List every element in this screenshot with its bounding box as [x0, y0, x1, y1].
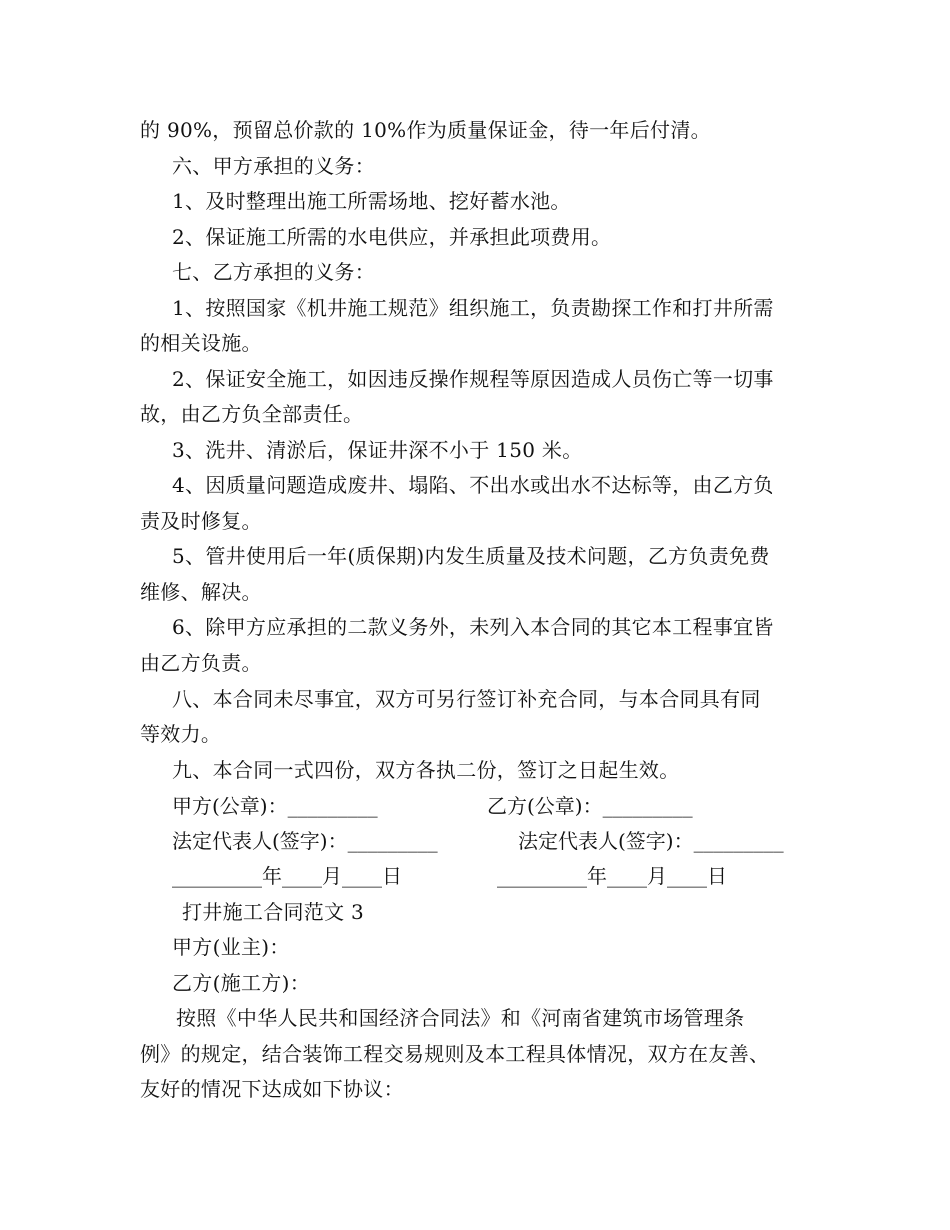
section-heading-8: 八、本合同未尽事宜，双方可另行签订补充合同，与本合同具有同 — [172, 687, 761, 711]
clause-line: 2、保证安全施工，如因违反操作规程等原因造成人员伤亡等一切事 — [172, 367, 774, 391]
clause-line: 3、洗井、清淤后，保证井深不小于 150 米。 — [172, 438, 583, 462]
clause-line: 6、除甲方应承担的二款义务外，未列入本合同的其它本工程事宜皆 — [172, 615, 774, 639]
party-a-seal-field: 甲方(公章)：_________ — [172, 794, 378, 818]
paragraph-line: 的 90%，预留总价款的 10%作为质量保证金，待一年后付清。 — [140, 118, 711, 142]
clause-line: 1、按照国家《机井施工规范》组织施工，负责勘探工作和打井所需 — [172, 296, 774, 320]
section-heading-9: 九、本合同一式四份，双方各执二份，签订之日起生效。 — [172, 758, 680, 782]
intro-line: 按照《中华人民共和国经济合同法》和《河南省建筑市场管理条 — [176, 1006, 745, 1030]
intro-line: 友好的情况下达成如下协议： — [140, 1077, 404, 1101]
clause-line: 2、保证施工所需的水电供应，并承担此项费用。 — [172, 225, 612, 249]
party-b-seal-field: 乙方(公章)：_________ — [487, 794, 693, 818]
clause-line: 故，由乙方负全部责任。 — [140, 402, 364, 426]
clause-line: 5、管井使用后一年(质保期)内发生质量及技术问题，乙方负责免费 — [172, 544, 770, 568]
party-a-line: 甲方(业主)： — [172, 935, 290, 959]
clause-line: 4、因质量问题造成废井、塌陷、不出水或出水不达标等，由乙方负 — [172, 473, 774, 497]
party-b-representative-field: 法定代表人(签字)：_________ — [518, 829, 784, 853]
party-b-line: 乙方(施工方)： — [172, 971, 311, 995]
section-title: 打井施工合同范文 3 — [182, 900, 365, 924]
party-a-date-field: _________年____月____日 — [172, 864, 402, 888]
clause-line: 维修、解决。 — [140, 580, 262, 604]
clause-line: 的相关设施。 — [140, 331, 262, 355]
party-a-representative-field: 法定代表人(签字)：_________ — [172, 829, 438, 853]
clause-line: 由乙方负责。 — [140, 651, 262, 675]
intro-line: 例》的规定，结合装饰工程交易规则及本工程具体情况，双方在友善、 — [140, 1042, 770, 1066]
party-b-date-field: _________年____月____日 — [497, 864, 727, 888]
section-heading-6: 六、甲方承担的义务： — [172, 154, 375, 178]
clause-line: 责及时修复。 — [140, 509, 262, 533]
clause-line: 1、及时整理出施工所需场地、挖好蓄水池。 — [172, 189, 571, 213]
section-heading-7: 七、乙方承担的义务： — [172, 260, 375, 284]
clause-line: 等效力。 — [140, 722, 222, 746]
